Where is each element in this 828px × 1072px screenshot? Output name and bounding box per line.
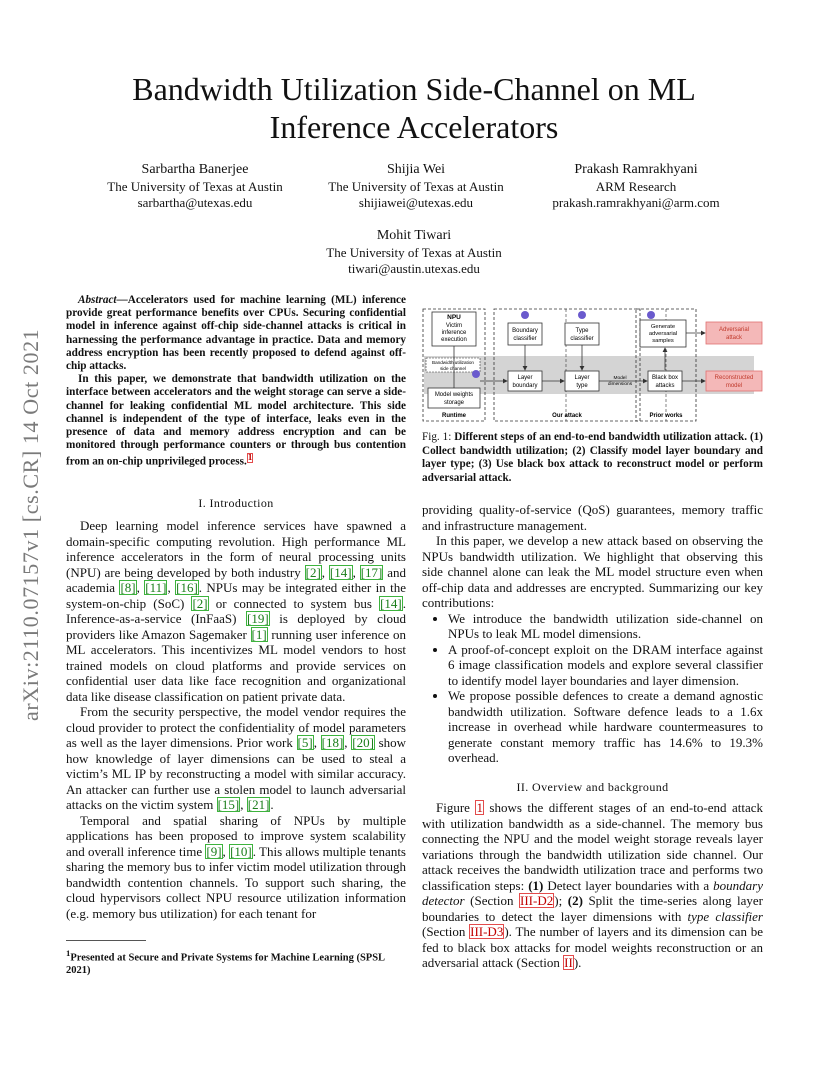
citation-link[interactable]: [2] [192,595,208,611]
svg-text:Reconstructed: Reconstructed [714,375,754,381]
author-email: shijiawei@utexas.edu [358,195,474,210]
overview-body: Figure 1 shows the different stages of an end-to-end attack with utilization bandwidth as a side-channel. The memory bus connecting the NPU and the model weight storage reveals layer variations through the bandwidth utilization side channel. Our attack receives the bandwidth utilization trace and performs two classification steps: (1) Detect layer boundaries with a boundary detector (Section III-D2); (2) Split the time-series along layer boundaries to detect the layer dimensions with type classifier (Section III-D3). The number of layers and its dimension can be fed to black box attacks for model weights reconstruction or an adversarial attack (Section II). [422,800,763,970]
footnote-rule [66,940,146,941]
svg-text:Type: Type [575,328,589,334]
citation-link[interactable]: [8] [120,580,136,595]
runtime-label: Runtime [442,413,466,419]
svg-text:model: model [725,383,743,389]
citation-link[interactable]: [16] [176,580,198,595]
svg-text:Black box: Black box [651,375,679,381]
citation-link[interactable]: [18] [321,735,344,750]
svg-text:attack: attack [725,335,743,341]
author-email: tiwari@austin.utexas.edu [348,261,480,276]
figure-ref-link[interactable]: 1 [476,800,483,815]
author-name: Sarbartha Banerjee [141,162,249,177]
author-block [318,162,514,212]
caption-text: Different steps of an end-to-end bandwidth utilization attack. (1) Collect bandwidth utilization; (2) Classify model layer boundary and layer type; (3) Use black box attack to reconstruct model or perform adversarial attack. [422,431,763,484]
citation-link[interactable]: [17] [360,564,383,580]
intro-body: Deep learning model inference services have spawned a domain-specific computing revolution. High performance ML inference accelerators in the form of neural processing units (NPU) are being developed by both industry [2], [14], [17] and academia [8], [11], [16]. NPUs may be integrated either in the system-on-chip (SoC) [2] or connected to system bus [14]. Inference-as-a-service (InFaaS) [19] is deployed by cloud providers like Amazon Sagemaker [1] running user inference on ML accelerators. This incentivizes ML model vendors to host trained models on cloud platforms and provide services on confidential user data like face recognition and organizational data like disease classification on patient private data. From the security perspective, the model vendor requires the cloud provider to protect the confidentiality of model parameters as well as the layer dimensions. Prior work [5], [18], [20] show how knowledge of layer dimensions can be used to steal a victim’s ML IP by reconstructing a model with similar accuracy. An attacker can further use a stolen model to launch adversarial attacks on the victim system [15], [21]. Temporal and spatial sharing of NPUs by multiple applications has been proposed to improve system scalability and overall inference time [9], [10]. This allows multiple tenants sharing the memory bus to infer victim model utilization through bandwidth contention channels. To support such sharing, the cloud hypervisors collect NPU resource utilization information (e.g. memory bus utilization) for each tenant for [66,518,407,921]
author-affiliation: The University of Texas at Austin [326,244,502,260]
author-name: Prakash Ramrakhyani [574,162,698,177]
right-column-body [422,502,763,766]
author-email: sarbartha@utexas.edu [137,195,253,210]
svg-text:dimensions: dimensions [607,382,633,387]
caption-label: Fig. 1: [422,431,452,443]
svg-text:execution: execution [441,337,467,343]
figure-1 [420,306,768,424]
citation-link[interactable]: [21] [247,797,270,812]
citation-link[interactable]: [10] [230,843,252,859]
footnote-mark[interactable]: 1 [247,453,253,464]
svg-text:Layer: Layer [574,375,590,381]
section-heading: II. Overview and background [516,780,669,794]
svg-text:boundary: boundary [512,383,538,389]
our-attack-label: Our attack [552,413,582,419]
author-email: prakash.ramrakhyani@arm.com [552,195,720,210]
svg-text:Boundary: Boundary [512,328,538,334]
paper-title: Bandwidth Utilization Side-Channel on ML Inference Accelerators [132,71,696,145]
citation-link[interactable]: [15] [217,797,240,812]
svg-text:Adversarial: Adversarial [718,327,750,333]
citation-link[interactable]: [14] [329,564,352,580]
list-item: • A proof-of-concept exploit on the DRAM interface against 6 image classification models and explore several classifier to identify model layer boundaries and layer dimension. [448,642,763,689]
figure-caption [422,431,763,485]
npu-label: NPU [447,314,461,321]
svg-text:Model weights: Model weights [434,392,474,398]
svg-text:Layer: Layer [517,375,533,381]
author-block [100,162,290,212]
svg-text:Model: Model [613,376,627,381]
citation-link[interactable]: [14] [380,595,402,611]
author-affiliation: ARM Research [595,178,677,194]
author-affiliation: The University of Texas at Austin [328,178,504,194]
svg-text:attacks: attacks [655,383,675,389]
svg-text:samples: samples [652,338,674,344]
arxiv-stamp: arXiv:2110.07157v1 [cs.CR] 14 Oct 2021 [18,328,43,722]
citation-link[interactable]: [20] [352,735,374,750]
svg-text:classifier: classifier [513,336,537,342]
prior-works-label: Prior works [649,413,683,419]
svg-text:Victim: Victim [445,323,463,329]
citation-link[interactable]: [2] [305,564,321,580]
section-heading: I. Introduction [198,496,274,510]
right-para-0: providing quality-of-service (QoS) guarantees, memory traffic and infrastructure management. [422,502,763,533]
section-ref-link[interactable]: III-D3 [470,924,504,939]
citation-link[interactable]: [1] [251,626,267,642]
author-block [300,228,528,278]
author-name: Mohit Tiwari [376,228,452,243]
list-item: • We introduce the bandwidth utilization side-channel on NPUs to leak ML model dimensions. [448,611,763,642]
abstract-p2: In this paper, we demonstrate that bandwidth utilization on the interface between accelerators and the weight storage can serve a side-channel for leaking confidential ML model architecture. This side channel is independent of the type of interface, leaks even in the presence of data and memory address encryption and can be monitored through performance counters or through bus contention from an on-chip unprivileged process. [66,373,406,469]
svg-text:Generate: Generate [650,324,676,330]
svg-text:inference: inference [441,330,467,336]
svg-text:Bandwidth utilization: Bandwidth utilization [432,360,474,365]
contributions-list [422,611,763,766]
section-ref-link[interactable]: III-D2 [520,893,554,908]
abstract-p1: —Accelerators used for machine learning (ML) inference provide great performance benefits over CPUs. Securing confidential model in inference against off-chip side-channel attacks is critical in harnessing the performance advantage in practice. Data and memory address encryption has been recently proposed to defend against off-chip attacks. [66,294,406,373]
list-item: • We propose possible defences to create a demand agnostic bandwidth utilization. Software defence leads to a 1.6x increase in overhead while hardware countermeasures to generate constant memory traffic has 14.6% to 19.3% overhead. [448,688,763,766]
citation-link[interactable]: [9] [206,843,222,859]
svg-text:type: type [576,383,588,389]
svg-text:storage: storage [443,400,465,406]
citation-link[interactable]: [5] [297,735,313,750]
footnote: $^1$Presented at Secure and Private Systems for Machine Learning (SPSL 2021) [66,948,385,976]
svg-text:adversarial: adversarial [648,331,678,337]
abstract-label: Abstract [78,294,117,306]
author-name: Shijia Wei [386,162,446,177]
svg-text:classifier: classifier [570,336,594,342]
author-affiliation: The University of Texas at Austin [107,178,283,194]
citation-link[interactable]: [19] [247,611,269,626]
section-ref-link[interactable]: II [564,955,573,970]
citation-link[interactable]: [11] [145,580,167,595]
author-block [538,162,734,212]
svg-text:side channel: side channel [440,366,466,371]
abstract [66,294,406,469]
right-para-1: In this paper, we develop a new attack based on observing the NPUs bandwidth utilization. We highlight that observing this side channel alone can leak the ML model structure even when off-chip data and addresses are encrypted. Summarizing our key contributions: [422,533,763,610]
